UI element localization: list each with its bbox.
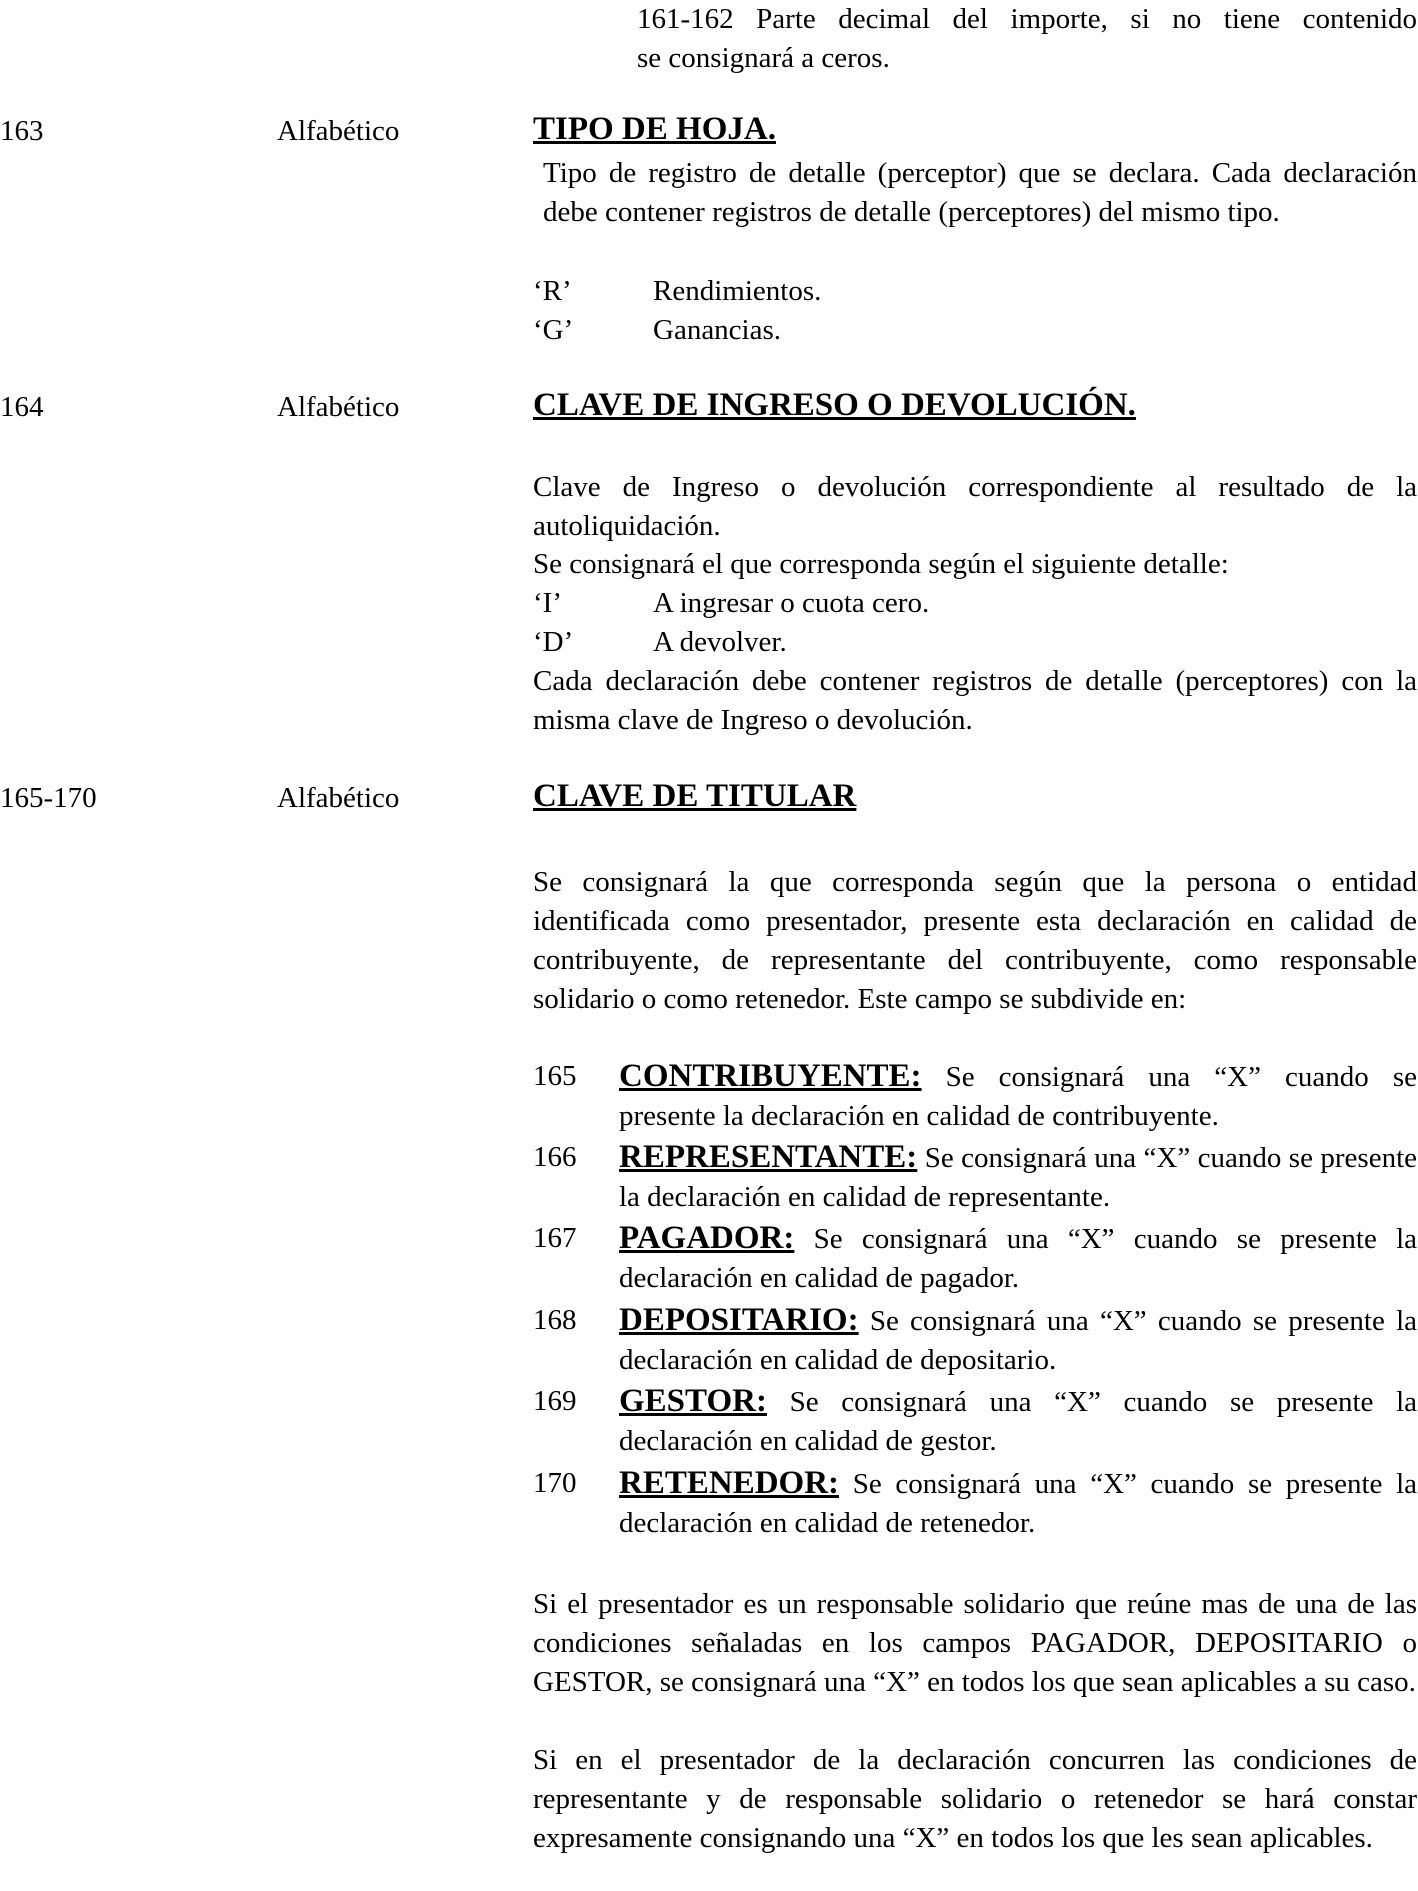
subfield-keyword: CONTRIBUYENTE: [619, 1058, 922, 1094]
subfield-item [533, 1301, 1417, 1380]
field-type: Alfabético [277, 391, 400, 423]
option-row [533, 623, 1417, 662]
subfield-keyword: DEPOSITARIO: [619, 1302, 859, 1338]
subfield-item [533, 1219, 1417, 1298]
subfield-number: 167 [533, 1222, 577, 1254]
subfield-item [533, 1464, 1417, 1543]
field-paragraph: Cada declaración debe contener registros de detalle (perceptores) con la misma clave de Ingreso o devolución. [533, 665, 1417, 736]
field-paragraph: Clave de Ingreso o devolución correspondiente al resultado de la autoliquidación. [533, 471, 1417, 542]
subfield-item [533, 1382, 1417, 1461]
continuation-text-2 [637, 39, 890, 78]
subfield-text: Se consignará una “X” cuando se presente la declaración en calidad de representante. [619, 1142, 1418, 1213]
option-row [533, 584, 1417, 623]
subfield-number: 170 [533, 1467, 577, 1499]
option-label: A devolver. [653, 626, 787, 658]
subfield-item [533, 1138, 1417, 1217]
field-type: Alfabético [277, 782, 400, 814]
subfield-number: 169 [533, 1385, 577, 1417]
option-code: ‘G’ [533, 314, 574, 346]
field-position: 163 [0, 115, 44, 147]
field-title: CLAVE DE TITULAR [533, 778, 857, 814]
field-position: 165-170 [0, 782, 97, 814]
field-paragraph: Tipo de registro de detalle (perceptor) que se declara. Cada declaración debe contener registros de detalle (perceptores) del mismo tipo. [543, 157, 1417, 228]
field-intro: Se consignará la que corresponda según que la persona o entidad identificada como presentador, presente esta declaración en calidad de contribuyente, de representante del contribuyente, como responsable solidario o como retenedor. Este campo se subdivide en: [533, 866, 1417, 1015]
option-label: Rendimientos. [653, 275, 822, 307]
option-label: Ganancias. [653, 314, 782, 346]
subfield-text: Se consignará una “X” cuando se presente la declaración en calidad de gestor. [619, 1386, 1417, 1457]
continuation-text [637, 0, 1417, 39]
subfield-text: Se consignará una “X” cuando se presente la declaración en calidad de contribuyente. [619, 1061, 1417, 1132]
option-row [533, 272, 1417, 311]
subfield-keyword: PAGADOR: [619, 1220, 795, 1256]
continuation-line-2: se consignará a ceros. [637, 42, 890, 74]
subfield-text: Se consignará una “X” cuando se presente la declaración en calidad de retenedor. [619, 1468, 1417, 1539]
subfield-text: Se consignará una “X” cuando se presente la declaración en calidad de pagador. [619, 1223, 1417, 1294]
subfield-keyword: GESTOR: [619, 1383, 767, 1419]
field-type: Alfabético [277, 115, 400, 147]
field-position: 164 [0, 391, 44, 423]
subfield-keyword: RETENEDOR: [619, 1465, 840, 1501]
option-label: A ingresar o cuota cero. [653, 587, 930, 619]
subfield-number: 166 [533, 1141, 577, 1173]
option-code: ‘D’ [533, 626, 574, 658]
field-title: CLAVE DE INGRESO O DEVOLUCIÓN. [533, 387, 1136, 423]
subfield-item [533, 1057, 1417, 1136]
field-paragraph: Se consignará el que corresponda según el siguiente detalle: [533, 548, 1229, 580]
subfield-number: 168 [533, 1304, 577, 1336]
continuation-line-1: 161-162 Parte decimal del importe, si no tiene contenido [637, 3, 1417, 35]
subfield-number: 165 [533, 1060, 577, 1092]
option-code: ‘I’ [533, 587, 562, 619]
option-code: ‘R’ [533, 275, 572, 307]
subfield-keyword: REPRESENTANTE: [619, 1139, 918, 1175]
subfield-text: Se consignará una “X” cuando se presente la declaración en calidad de depositario. [619, 1305, 1418, 1376]
closing-paragraph: Si en el presentador de la declaración concurren las condiciones de representante y de responsable solidario o retenedor se hará constar expresamente consignando una “X” en todos los que les sean aplicables. [533, 1744, 1417, 1854]
field-title: TIPO DE HOJA. [533, 111, 776, 147]
option-row [533, 311, 1417, 350]
closing-paragraph: Si el presentador es un responsable solidario que reúne mas de una de las condiciones señaladas en los campos PAGADOR, DEPOSITARIO o GESTOR, se consignará una “X” en todos los que sean aplicables a su caso. [533, 1588, 1417, 1698]
